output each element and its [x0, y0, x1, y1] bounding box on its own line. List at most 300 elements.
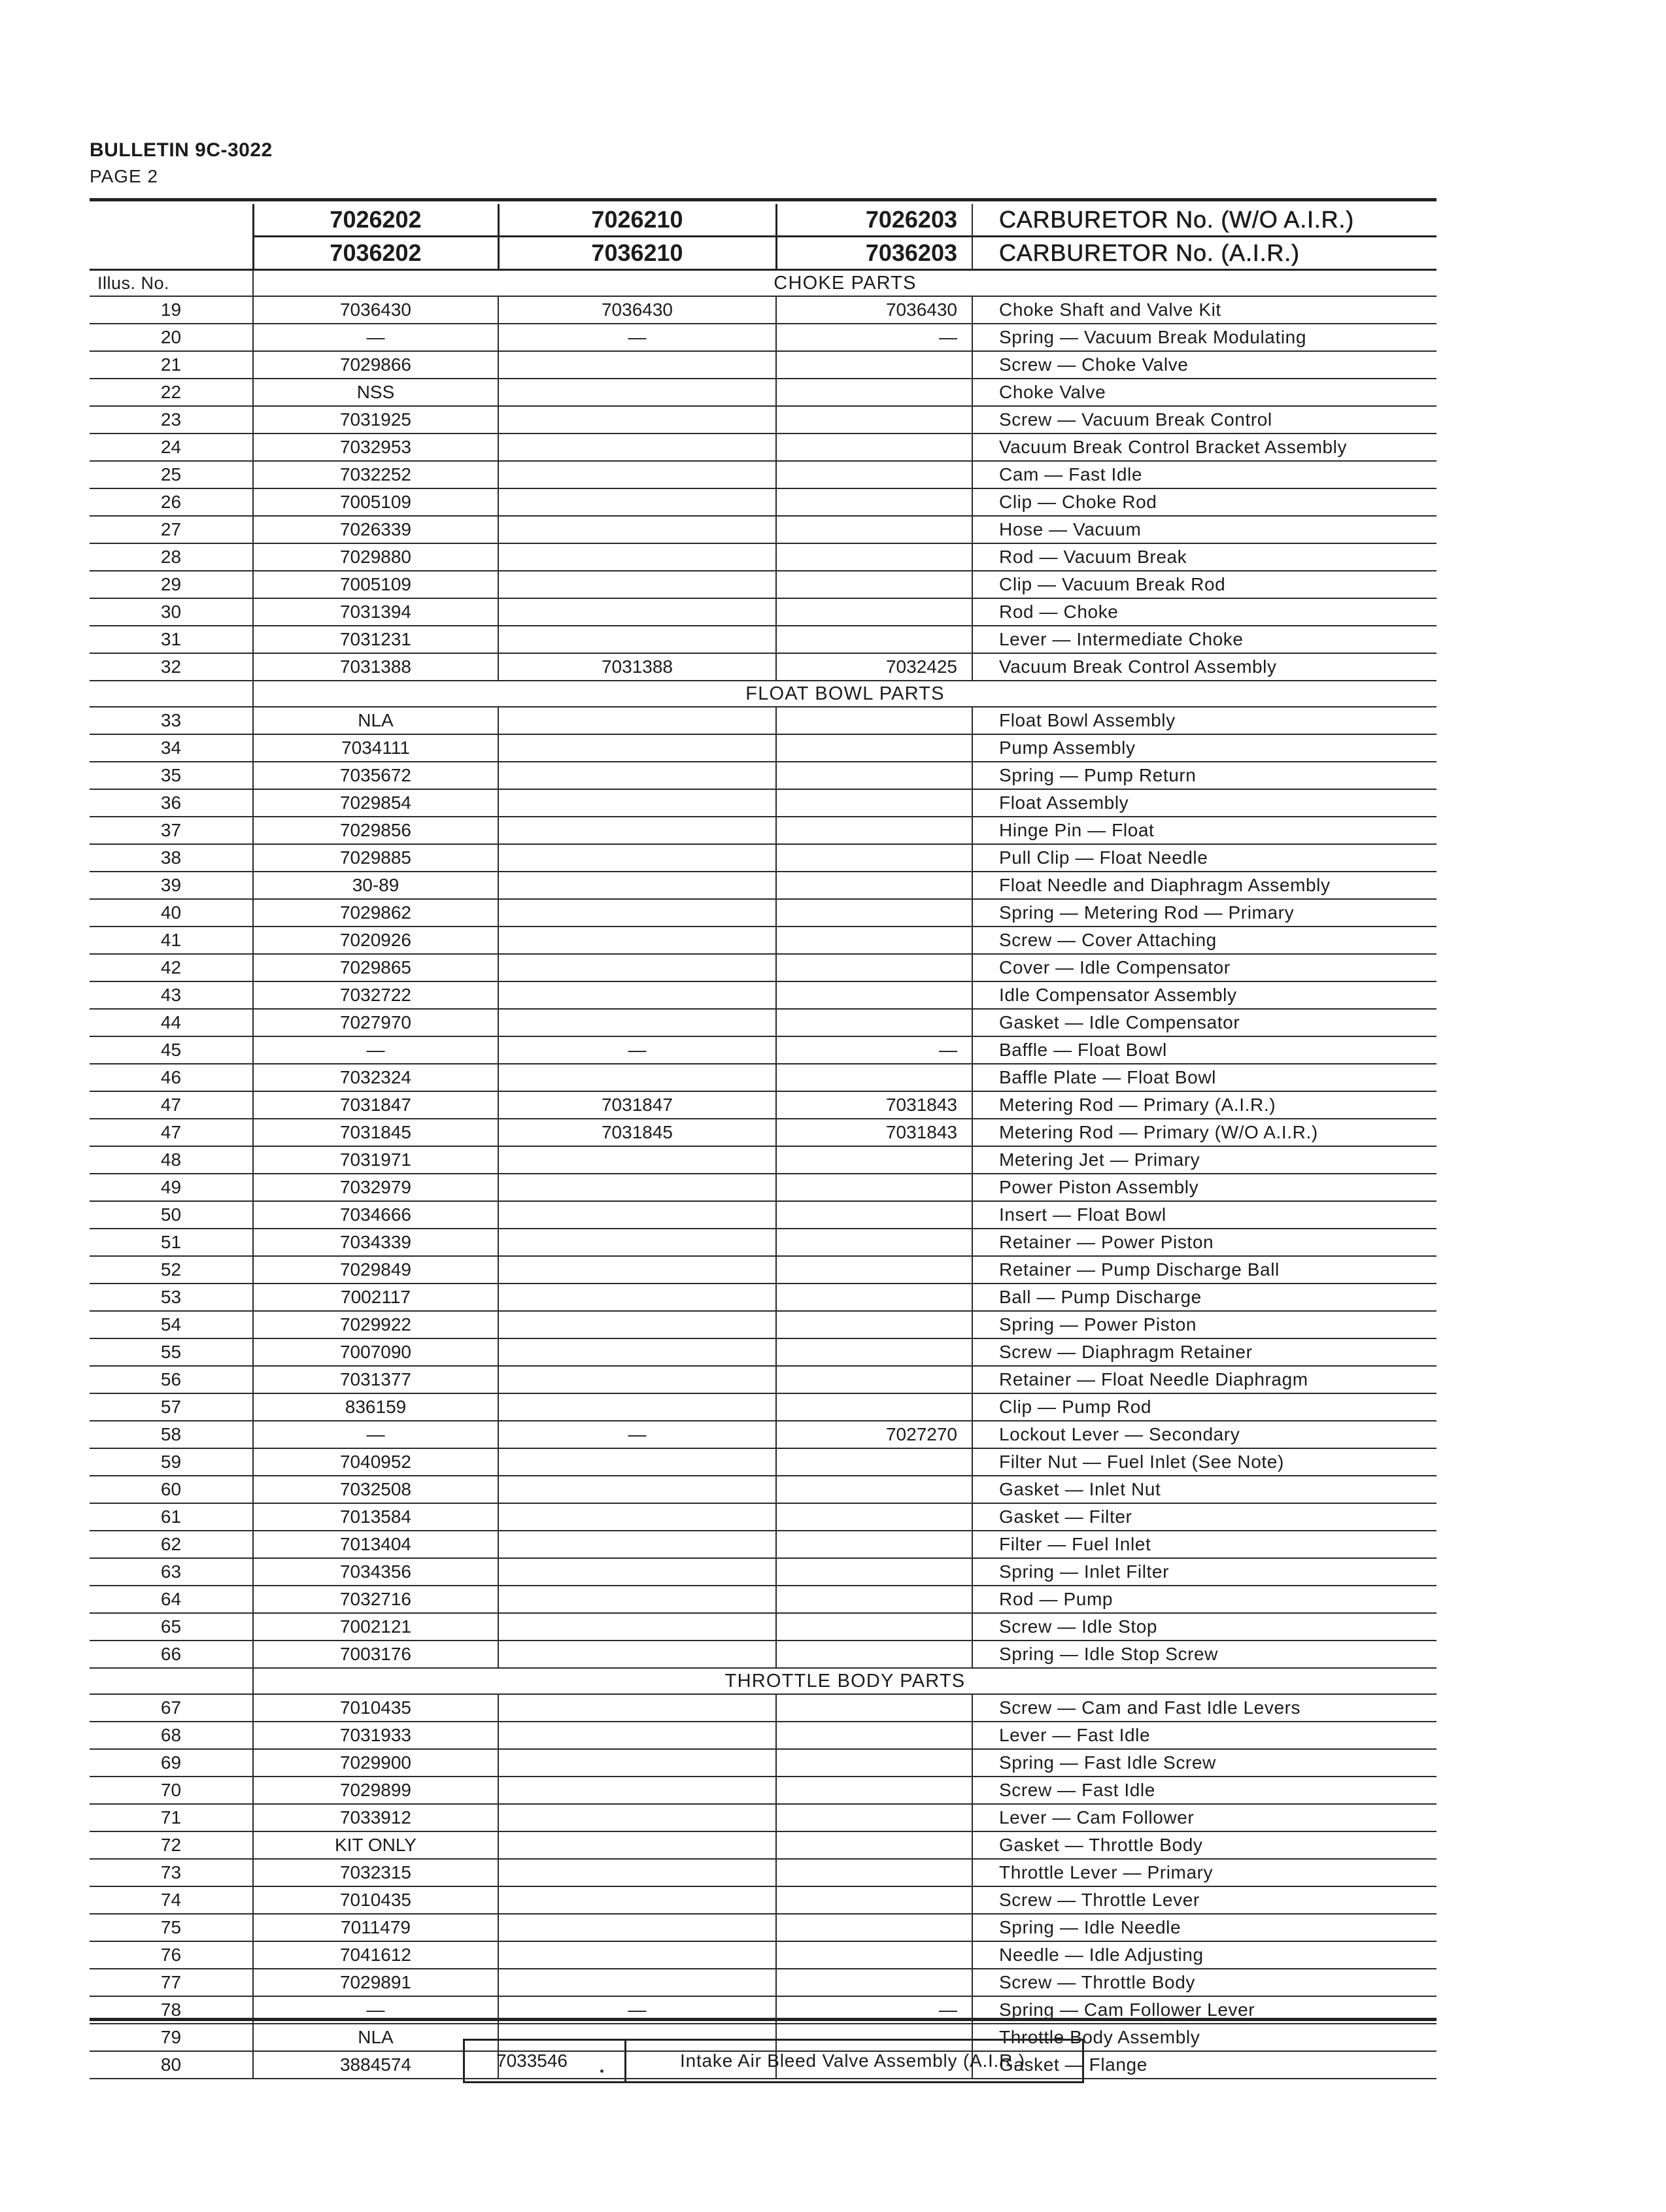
part-row: [90, 351, 1436, 379]
part-number-col1: 7035672: [253, 762, 498, 789]
part-number-col3: 7031843: [776, 1091, 972, 1119]
part-number-col1: 7031933: [253, 1722, 498, 1749]
illus-number: 77: [90, 1969, 253, 1996]
part-number-col3: —: [776, 1996, 972, 2024]
part-number-col3: [776, 707, 972, 734]
part-row: [90, 1886, 1436, 1914]
part-number-col1: 7029899: [253, 1777, 498, 1804]
illus-number: 67: [90, 1694, 253, 1722]
part-row: [90, 1256, 1436, 1284]
footer-part-number: 7033546: [496, 2050, 568, 2071]
part-number-col1: 7033912: [253, 1804, 498, 1831]
part-number-col2: [498, 899, 776, 927]
part-row: [90, 762, 1436, 789]
part-number-col1: 7013584: [253, 1503, 498, 1531]
part-number-col2: [498, 927, 776, 954]
part-number-col3: [776, 1777, 972, 1804]
part-description: Gasket — Idle Compensator: [972, 1009, 1436, 1036]
part-number-col2: [498, 488, 776, 516]
part-description: Float Needle and Diaphragm Assembly: [972, 872, 1436, 899]
part-number-col2: [498, 1558, 776, 1586]
part-number-col1: 836159: [253, 1393, 498, 1421]
part-description: Screw — Throttle Body: [972, 1969, 1436, 1996]
carburetor-header-label: CARBURETOR No. (W/O A.I.R.): [972, 204, 1436, 237]
illus-number: 35: [90, 762, 253, 789]
part-description: Clip — Pump Rod: [972, 1393, 1436, 1421]
part-number-col1: 7003176: [253, 1641, 498, 1668]
part-number-col1: —: [253, 1421, 498, 1448]
part-number-col3: [776, 1146, 972, 1174]
illus-number: 38: [90, 844, 253, 872]
part-number-col1: 7027970: [253, 1009, 498, 1036]
carburetor-number-header: 7026203: [776, 204, 972, 237]
part-description: Spring — Pump Return: [972, 762, 1436, 789]
part-description: Rod — Pump: [972, 1586, 1436, 1613]
illus-number: 19: [90, 296, 253, 324]
part-number-col3: [776, 927, 972, 954]
part-row: [90, 1641, 1436, 1668]
part-number-col1: NSS: [253, 379, 498, 406]
part-number-col2: [498, 434, 776, 461]
part-number-col1: 7032953: [253, 434, 498, 461]
part-number-col2: 7036430: [498, 296, 776, 324]
part-number-col1: 7005109: [253, 571, 498, 598]
part-number-col2: [498, 1694, 776, 1722]
illus-number: 55: [90, 1338, 253, 1366]
part-number-col1: 3884574: [253, 2051, 498, 2079]
part-number-col1: 7002117: [253, 1284, 498, 1311]
part-number-col1: 7031847: [253, 1091, 498, 1119]
part-row: [90, 707, 1436, 734]
part-description: Metering Rod — Primary (A.I.R.): [972, 1091, 1436, 1119]
illus-number-label: Illus. No.: [90, 270, 253, 297]
part-number-col3: —: [776, 324, 972, 351]
part-number-col3: [776, 1393, 972, 1421]
part-number-col2: [498, 406, 776, 434]
part-row: [90, 324, 1436, 351]
part-number-col3: [776, 1366, 972, 1393]
part-number-col2: [498, 1064, 776, 1091]
part-number-col1: 7031394: [253, 598, 498, 626]
illus-number: 27: [90, 516, 253, 543]
part-row: [90, 1914, 1436, 1941]
part-number-col2: [498, 954, 776, 981]
part-row: [90, 1694, 1436, 1722]
part-description: Spring — Vacuum Break Modulating: [972, 324, 1436, 351]
part-number-col3: [776, 789, 972, 817]
illus-number: 21: [90, 351, 253, 379]
part-number-col1: —: [253, 1036, 498, 1064]
part-number-col2: [498, 1146, 776, 1174]
part-number-col2: [498, 789, 776, 817]
part-number-col1: 7029900: [253, 1749, 498, 1777]
section-title: CHOKE PARTS: [253, 270, 1436, 297]
part-number-col2: [498, 1969, 776, 1996]
part-row: [90, 1722, 1436, 1749]
part-number-col3: [776, 1914, 972, 1941]
part-row: [90, 1476, 1436, 1503]
part-number-col2: [498, 1201, 776, 1229]
illus-number: 46: [90, 1064, 253, 1091]
part-description: Power Piston Assembly: [972, 1174, 1436, 1201]
part-row: [90, 1146, 1436, 1174]
top-rule: [90, 198, 1436, 201]
part-row: [90, 461, 1436, 488]
carburetor-number-header: 7026210: [498, 204, 776, 237]
part-description: Float Bowl Assembly: [972, 707, 1436, 734]
part-description: Spring — Idle Needle: [972, 1914, 1436, 1941]
part-number-col1: 7013404: [253, 1531, 498, 1558]
part-number-col1: 7031971: [253, 1146, 498, 1174]
part-description: Cover — Idle Compensator: [972, 954, 1436, 981]
part-number-col3: [776, 488, 972, 516]
part-number-col2: [498, 1641, 776, 1668]
footer-part-box: [463, 2039, 1084, 2083]
part-number-col1: 7026339: [253, 516, 498, 543]
part-number-col2: [498, 1531, 776, 1558]
part-number-col3: [776, 734, 972, 762]
part-row: [90, 1201, 1436, 1229]
part-description: Spring — Cam Follower Lever: [972, 1996, 1436, 2024]
part-row: [90, 296, 1436, 324]
part-number-col1: 7020926: [253, 927, 498, 954]
part-number-col1: 7029922: [253, 1311, 498, 1338]
part-row: [90, 1831, 1436, 1859]
part-description: Throttle Lever — Primary: [972, 1859, 1436, 1886]
part-number-col3: [776, 543, 972, 571]
illus-number: 25: [90, 461, 253, 488]
part-description: Spring — Inlet Filter: [972, 1558, 1436, 1586]
part-description: Spring — Idle Stop Screw: [972, 1641, 1436, 1668]
part-number-col1: 7029885: [253, 844, 498, 872]
illus-number: 40: [90, 899, 253, 927]
part-description: Cam — Fast Idle: [972, 461, 1436, 488]
part-number-col3: [776, 817, 972, 844]
illus-number: 29: [90, 571, 253, 598]
illus-number: 80: [90, 2051, 253, 2079]
part-description: Spring — Metering Rod — Primary: [972, 899, 1436, 927]
part-description: Screw — Choke Valve: [972, 351, 1436, 379]
part-number-col3: [776, 844, 972, 872]
part-row: [90, 543, 1436, 571]
part-description: Lever — Cam Follower: [972, 1804, 1436, 1831]
part-description: Retainer — Power Piston: [972, 1229, 1436, 1256]
part-number-col1: 7034339: [253, 1229, 498, 1256]
part-number-col1: 7031845: [253, 1119, 498, 1146]
illus-number: 64: [90, 1586, 253, 1613]
part-number-col2: [498, 734, 776, 762]
part-number-col3: —: [776, 1036, 972, 1064]
part-number-col1: 7041612: [253, 1941, 498, 1969]
part-description: Screw — Diaphragm Retainer: [972, 1338, 1436, 1366]
part-number-col1: 7034356: [253, 1558, 498, 1586]
part-description: Metering Jet — Primary: [972, 1146, 1436, 1174]
part-row: [90, 844, 1436, 872]
illus-number: 75: [90, 1914, 253, 1941]
part-number-col1: 7029849: [253, 1256, 498, 1284]
part-description: Choke Shaft and Valve Kit: [972, 296, 1436, 324]
illus-number: 48: [90, 1146, 253, 1174]
part-number-col3: [776, 1448, 972, 1476]
part-description: Lever — Intermediate Choke: [972, 626, 1436, 653]
part-number-col1: 7029856: [253, 817, 498, 844]
part-number-col3: [776, 1886, 972, 1914]
part-description: Lockout Lever — Secondary: [972, 1421, 1436, 1448]
part-row: [90, 1859, 1436, 1886]
part-number-col2: [498, 1886, 776, 1914]
part-number-col1: 7031231: [253, 626, 498, 653]
part-number-col2: [498, 1503, 776, 1531]
part-number-col3: [776, 762, 972, 789]
part-number-col2: [498, 872, 776, 899]
part-row: [90, 1284, 1436, 1311]
illus-number: 54: [90, 1311, 253, 1338]
illus-number: 34: [90, 734, 253, 762]
part-number-col2: [498, 626, 776, 653]
part-row: [90, 1531, 1436, 1558]
part-number-col2: [498, 1476, 776, 1503]
part-number-col1: 7010435: [253, 1694, 498, 1722]
carburetor-number-header: 7036210: [498, 237, 776, 270]
part-number-col3: [776, 351, 972, 379]
part-number-col1: 7011479: [253, 1914, 498, 1941]
part-row: [90, 1064, 1436, 1091]
illus-number: 70: [90, 1777, 253, 1804]
part-row: [90, 981, 1436, 1009]
footer-dot-mark: [600, 2069, 604, 2073]
part-description: Gasket — Flange: [972, 2051, 1436, 2079]
illus-number: 26: [90, 488, 253, 516]
part-number-col3: [776, 1201, 972, 1229]
illus-number: 47: [90, 1091, 253, 1119]
illus-number: 66: [90, 1641, 253, 1668]
part-number-col2: [498, 571, 776, 598]
part-number-col3: [776, 1009, 972, 1036]
part-number-col1: 7029891: [253, 1969, 498, 1996]
part-number-col2: [498, 1777, 776, 1804]
part-number-col3: [776, 1586, 972, 1613]
part-row: [90, 1448, 1436, 1476]
part-row: [90, 789, 1436, 817]
illus-number: 65: [90, 1613, 253, 1641]
illus-number: 74: [90, 1886, 253, 1914]
part-description: Screw — Throttle Lever: [972, 1886, 1436, 1914]
part-row: [90, 872, 1436, 899]
part-row: [90, 927, 1436, 954]
illus-number: 23: [90, 406, 253, 434]
part-number-col2: [498, 1804, 776, 1831]
part-description: Clip — Vacuum Break Rod: [972, 571, 1436, 598]
part-number-col3: [776, 1804, 972, 1831]
part-number-col2: [498, 1009, 776, 1036]
part-row: [90, 516, 1436, 543]
carburetor-header-row-air: [90, 237, 1436, 270]
illus-number: 71: [90, 1804, 253, 1831]
part-number-col2: [498, 1338, 776, 1366]
part-number-col2: [498, 1613, 776, 1641]
part-row: [90, 1229, 1436, 1256]
illus-number: 49: [90, 1174, 253, 1201]
part-description: Needle — Idle Adjusting: [972, 1941, 1436, 1969]
part-description: Vacuum Break Control Assembly: [972, 653, 1436, 681]
part-number-col2: [498, 1941, 776, 1969]
illus-number: 33: [90, 707, 253, 734]
part-number-col1: 7029865: [253, 954, 498, 981]
part-number-col3: [776, 434, 972, 461]
part-description: Pump Assembly: [972, 734, 1436, 762]
page-number: PAGE 2: [90, 166, 159, 186]
part-number-col3: [776, 1859, 972, 1886]
part-number-col2: [498, 981, 776, 1009]
part-number-col3: [776, 1503, 972, 1531]
part-description: Gasket — Inlet Nut: [972, 1476, 1436, 1503]
part-number-col2: [498, 1859, 776, 1886]
part-row: [90, 734, 1436, 762]
part-number-col3: [776, 406, 972, 434]
part-description: Screw — Vacuum Break Control: [972, 406, 1436, 434]
illus-number: 58: [90, 1421, 253, 1448]
carburetor-number-header: 7026202: [253, 204, 498, 237]
part-number-col2: [498, 598, 776, 626]
part-number-col2: —: [498, 1421, 776, 1448]
part-description: Rod — Vacuum Break: [972, 543, 1436, 571]
part-description: Pull Clip — Float Needle: [972, 844, 1436, 872]
illus-number: 31: [90, 626, 253, 653]
part-number-col2: [498, 762, 776, 789]
part-description: Retainer — Float Needle Diaphragm: [972, 1366, 1436, 1393]
part-number-col2: [498, 1366, 776, 1393]
illus-number: 44: [90, 1009, 253, 1036]
part-number-col3: [776, 1694, 972, 1722]
part-row: [90, 1749, 1436, 1777]
parts-table-body: [90, 204, 1436, 2079]
part-number-col2: [498, 461, 776, 488]
illus-number: 37: [90, 817, 253, 844]
part-number-col1: 7029880: [253, 543, 498, 571]
header-blank-cell: [90, 237, 253, 270]
part-row: [90, 379, 1436, 406]
part-row: [90, 1091, 1436, 1119]
part-number-col2: —: [498, 324, 776, 351]
part-number-col3: [776, 954, 972, 981]
section-title: FLOAT BOWL PARTS: [253, 681, 1436, 707]
part-number-col2: [498, 379, 776, 406]
part-description: Idle Compensator Assembly: [972, 981, 1436, 1009]
part-number-col3: [776, 899, 972, 927]
part-row: [90, 1613, 1436, 1641]
illus-number: 39: [90, 872, 253, 899]
illus-number: 36: [90, 789, 253, 817]
illus-number: 62: [90, 1531, 253, 1558]
part-description: Throttle Body Assembly: [972, 2024, 1436, 2051]
part-number-col2: [498, 516, 776, 543]
illus-number: 57: [90, 1393, 253, 1421]
part-description: Retainer — Pump Discharge Ball: [972, 1256, 1436, 1284]
bulletin-number: BULLETIN 9C-3022: [90, 139, 273, 161]
part-number-col3: [776, 1641, 972, 1668]
part-row: [90, 1036, 1436, 1064]
part-number-col3: 7032425: [776, 653, 972, 681]
part-description: Gasket — Filter: [972, 1503, 1436, 1531]
part-description: Screw — Cover Attaching: [972, 927, 1436, 954]
part-row: [90, 1366, 1436, 1393]
section-title: THROTTLE BODY PARTS: [253, 1668, 1436, 1694]
part-number-col1: 7034111: [253, 734, 498, 762]
illus-number: 59: [90, 1448, 253, 1476]
part-row: [90, 899, 1436, 927]
document-header: [90, 137, 273, 190]
illus-number: 30: [90, 598, 253, 626]
part-number-col3: [776, 1969, 972, 1996]
part-number-col2: [498, 1284, 776, 1311]
part-number-col2: [498, 1722, 776, 1749]
part-row: [90, 817, 1436, 844]
section-header-row: [90, 681, 1436, 707]
illus-number: 45: [90, 1036, 253, 1064]
part-number-col1: 7032252: [253, 461, 498, 488]
part-row: [90, 1009, 1436, 1036]
part-row: [90, 571, 1436, 598]
part-description: Gasket — Throttle Body: [972, 1831, 1436, 1859]
part-row: [90, 1804, 1436, 1831]
illus-number: 43: [90, 981, 253, 1009]
part-number-col1: 7031388: [253, 653, 498, 681]
part-number-col3: [776, 379, 972, 406]
part-number-col2: [498, 351, 776, 379]
part-row: [90, 1558, 1436, 1586]
part-number-col3: [776, 1831, 972, 1859]
part-number-col3: [776, 1174, 972, 1201]
illus-number: 72: [90, 1831, 253, 1859]
part-number-col1: NLA: [253, 707, 498, 734]
part-number-col3: [776, 516, 972, 543]
part-number-col3: [776, 1558, 972, 1586]
part-number-col2: [498, 1914, 776, 1941]
part-number-col2: —: [498, 1036, 776, 1064]
illus-number: 41: [90, 927, 253, 954]
part-number-col2: —: [498, 1996, 776, 2024]
part-row: [90, 1119, 1436, 1146]
illus-number: 63: [90, 1558, 253, 1586]
part-number-col3: 7031843: [776, 1119, 972, 1146]
illus-number-label: [90, 681, 253, 707]
footer-part-description: Intake Air Bleed Valve Assembly (A.I.R.): [680, 2050, 1025, 2071]
part-number-col1: KIT ONLY: [253, 1831, 498, 1859]
part-number-col1: NLA: [253, 2024, 498, 2051]
part-number-col3: [776, 1531, 972, 1558]
illus-number: 61: [90, 1503, 253, 1531]
section-header-row: [90, 270, 1436, 297]
carburetor-header-label: CARBURETOR No. (A.I.R.): [972, 237, 1436, 270]
part-row: [90, 1421, 1436, 1448]
part-number-col1: 7032722: [253, 981, 498, 1009]
illus-number: 52: [90, 1256, 253, 1284]
part-description: Vacuum Break Control Bracket Assembly: [972, 434, 1436, 461]
illus-number: 51: [90, 1229, 253, 1256]
part-description: Filter — Fuel Inlet: [972, 1531, 1436, 1558]
part-number-col2: [498, 1311, 776, 1338]
illus-number: 53: [90, 1284, 253, 1311]
part-number-col3: [776, 1311, 972, 1338]
illus-number: 79: [90, 2024, 253, 2051]
part-row: [90, 406, 1436, 434]
part-description: Spring — Power Piston: [972, 1311, 1436, 1338]
part-number-col3: [776, 598, 972, 626]
part-number-col1: 7032324: [253, 1064, 498, 1091]
part-row: [90, 653, 1436, 681]
illus-number: 32: [90, 653, 253, 681]
part-row: [90, 1174, 1436, 1201]
